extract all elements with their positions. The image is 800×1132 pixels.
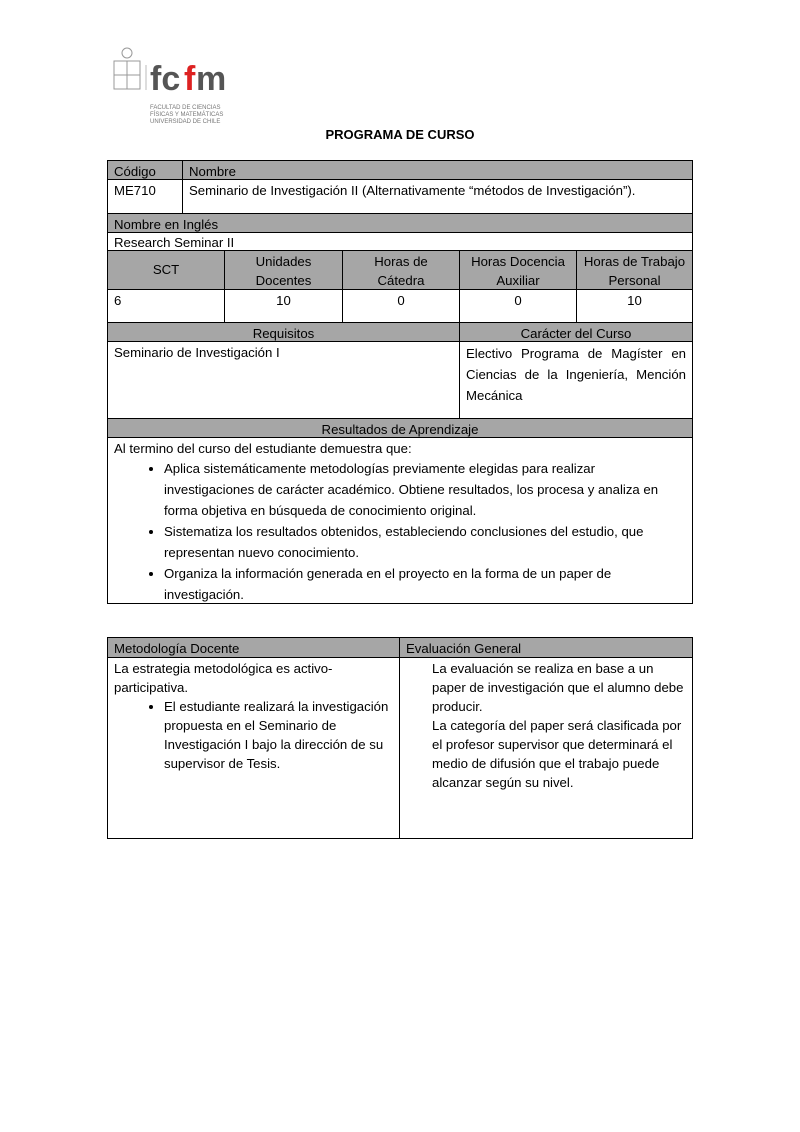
requisitos-value: Seminario de Investigación I (107, 341, 460, 419)
svg-text:FÍSICAS Y MATEMÁTICAS: FÍSICAS Y MATEMÁTICAS (150, 112, 224, 118)
evaluacion-content (399, 657, 693, 839)
col-header: Horas Docencia Auxiliar (459, 250, 577, 290)
svg-text:UNIVERSIDAD DE CHILE: UNIVERSIDAD DE CHILE (150, 119, 221, 125)
metodologia-intro: La estrategia metodológica es activo-participativa. (114, 661, 333, 695)
col-header: Horas de Cátedra (342, 250, 460, 290)
evaluacion-para: La evaluación se realiza en base a un paper de investigación que el alumno debe producir. (432, 661, 684, 714)
university-seal-icon (112, 45, 242, 130)
list-item: • El estudiante realizará la investigación propuesta en el Seminario de Investigación I bajo la dirección de su supervisor de Tesis. (164, 697, 389, 773)
evaluacion-label: Evaluación General (399, 637, 693, 658)
codigo-label: Código (107, 160, 183, 180)
col-value: 6 (107, 289, 225, 323)
col-header: Unidades Docentes (224, 250, 343, 290)
col-header: Horas de Trabajo Personal (576, 250, 693, 290)
nombre-value: Seminario de Investigación II (Alternativamente “métodos de Investigación”). (182, 179, 693, 214)
metodologia-list (114, 697, 389, 773)
svg-text:FACULTAD DE CIENCIAS: FACULTAD DE CIENCIAS (150, 105, 221, 111)
list-item: • Sistematiza los resultados obtenidos, estableciendo conclusiones del estudio, que representan nuevo conocimiento. (164, 521, 686, 563)
resultados-intro: Al termino del curso del estudiante demuestra que: (114, 441, 412, 456)
col-value: 10 (224, 289, 343, 323)
metodologia-label: Metodología Docente (107, 637, 400, 658)
svg-text:m: m (196, 60, 227, 98)
caracter-value: Electivo Programa de Magíster en Ciencias de la Ingeniería, Mención Mecánica (459, 341, 693, 419)
caracter-label: Carácter del Curso (459, 322, 693, 342)
ingles-value: Research Seminar II (107, 232, 693, 251)
fcfm-logo (112, 45, 242, 130)
col-value: 0 (459, 289, 577, 323)
list-item: • Aplica sistemáticamente metodologías previamente elegidas para realizar investigaciones de carácter académico. Obtiene resultados, los procesa y analiza en forma objetiva en búsqueda de conocimiento original. (164, 458, 686, 521)
nombre-label: Nombre (182, 160, 693, 180)
col-value: 0 (342, 289, 460, 323)
codigo-value: ME710 (107, 179, 183, 214)
resultados-content (107, 437, 693, 604)
requisitos-label: Requisitos (107, 322, 460, 342)
resultados-list (114, 458, 686, 605)
list-item: • Organiza la información generada en el proyecto en la forma de un paper de investigación. (164, 563, 686, 605)
metodologia-content (107, 657, 400, 839)
col-value: 10 (576, 289, 693, 323)
resultados-label: Resultados de Aprendizaje (107, 418, 693, 438)
col-header: SCT (107, 250, 225, 290)
ingles-label: Nombre en Inglés (107, 213, 693, 233)
svg-text:f: f (184, 60, 196, 98)
page-title: PROGRAMA DE CURSO (325, 127, 475, 142)
evaluacion-para: La categoría del paper será clasificada por el profesor supervisor que determinará el medio de difusión que el trabajo puede alcanzar según su nivel. (432, 718, 682, 790)
svg-text:fc: fc (150, 60, 181, 98)
